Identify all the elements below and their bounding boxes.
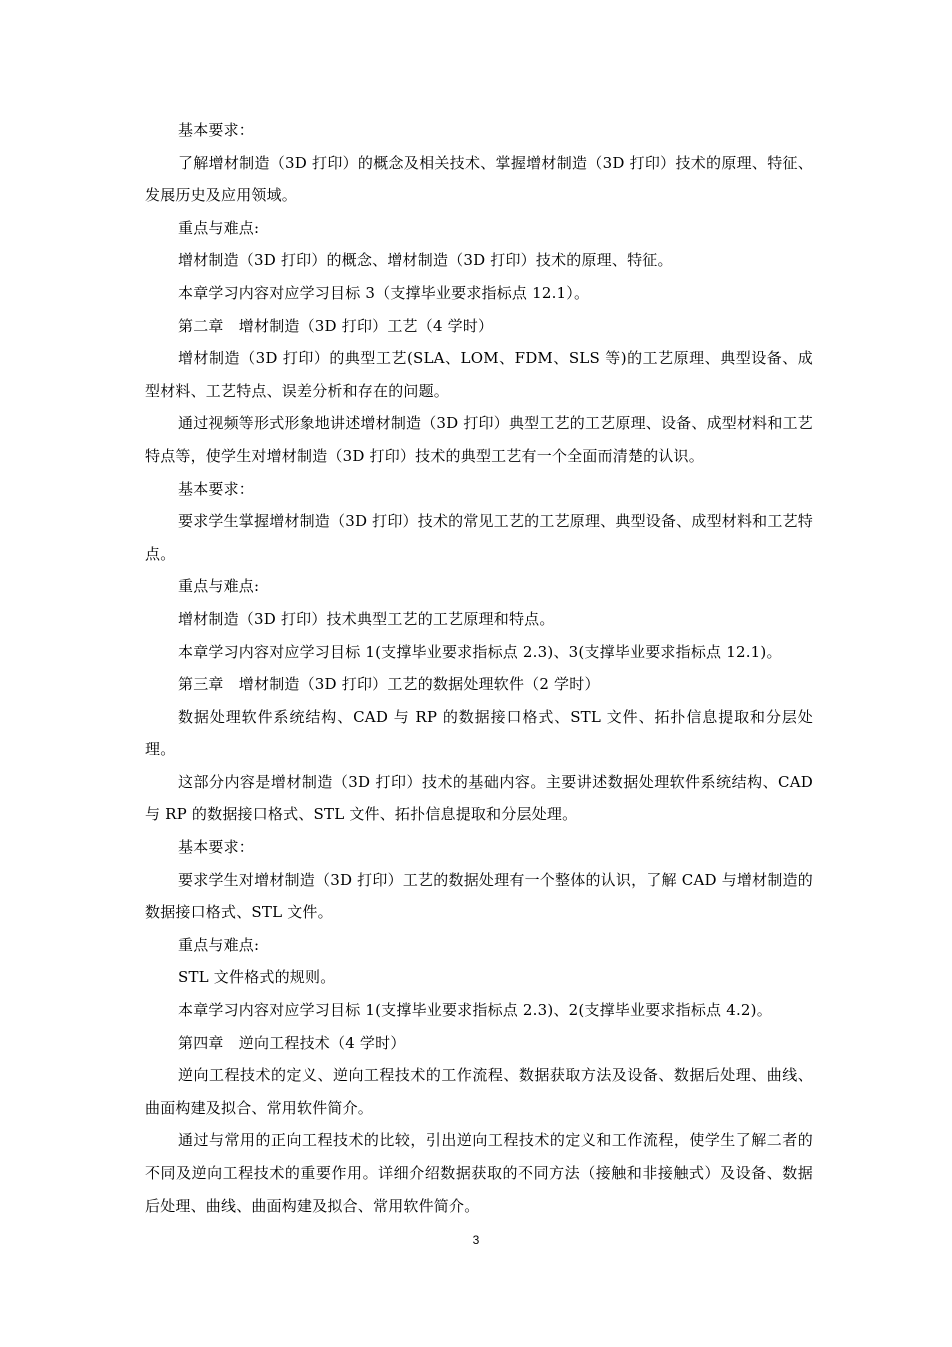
page-number: 3	[472, 1233, 480, 1247]
paragraph-chapter-4-teaching: 通过与常用的正向工程技术的比较，引出逆向工程技术的定义和工作流程，使学生了解二者的不同及逆向工程技术的重要作用。详细介绍数据获取的不同方法（接触和非接触式）及设备、数据后处理、曲线、曲面构建及拟合、常用软件简介。	[145, 1131, 813, 1215]
paragraph-chapter-2-teaching: 通过视频等形式形象地讲述增材制造（3D 打印）典型工艺的工艺原理、设备、成型材料和工艺特点等，使学生对增材制造（3D 打印）技术的典型工艺有一个全面而清楚的认识。	[145, 414, 813, 465]
paragraph-chapter-3-teaching: 这部分内容是增材制造（3D 打印）技术的基础内容。主要讲述数据处理软件系统结构、CAD 与 RP 的数据接口格式、STL 文件、拓扑信息提取和分层处理。	[145, 772, 813, 824]
paragraph-key-points-1: 重点与难点:	[178, 218, 260, 237]
paragraph-basic-requirements-1: 基本要求：	[178, 121, 255, 139]
chapter-4-heading: 第四章 逆向工程技术（4 学时）	[178, 1033, 406, 1052]
paragraph-key-points-2: 重点与难点:	[178, 577, 260, 596]
paragraph-learning-objective-3: 本章学习内容对应学习目标 1(支撑毕业要求指标点 2.3)、2(支撑毕业要求指标点 4.2)。	[178, 1001, 772, 1020]
paragraph-key-points-text-3: STL 文件格式的规则。	[178, 968, 336, 987]
paragraph-key-points-text-2: 增材制造（3D 打印）技术典型工艺的工艺原理和特点。	[178, 609, 555, 628]
paragraph-basic-requirements-2: 基本要求：	[178, 479, 255, 498]
paragraph-chapter-3-content: 数据处理软件系统结构、CAD 与 RP 的数据接口格式、STL 文件、拓扑信息提取和分层处理。	[145, 707, 813, 759]
chapter-3-heading: 第三章 增材制造（3D 打印）工艺的数据处理软件（2 学时）	[178, 675, 600, 694]
paragraph-learning-objective-1: 本章学习内容对应学习目标 3（支撑毕业要求指标点 12.1）。	[178, 283, 590, 302]
paragraph-requirement-text-3: 要求学生对增材制造（3D 打印）工艺的数据处理有一个整体的认识，了解 CAD 与增材制造的数据接口格式、STL 文件。	[145, 870, 813, 922]
document-body	[145, 114, 813, 1222]
paragraph-learning-objective-2: 本章学习内容对应学习目标 1(支撑毕业要求指标点 2.3)、3(支撑毕业要求指标点 12.1)。	[178, 642, 782, 661]
paragraph-chapter-4-content: 逆向工程技术的定义、逆向工程技术的工作流程、数据获取方法及设备、数据后处理、曲线、曲面构建及拟合、常用软件简介。	[145, 1066, 813, 1117]
paragraph-key-points-text-1: 增材制造（3D 打印）的概念、增材制造（3D 打印）技术的原理、特征。	[178, 251, 673, 270]
chapter-2-heading: 第二章 增材制造（3D 打印）工艺（4 学时）	[178, 316, 494, 335]
paragraph-basic-requirements-3: 基本要求：	[178, 838, 255, 857]
paragraph-key-points-3: 重点与难点:	[178, 935, 260, 954]
paragraph-requirement-text-2: 要求学生掌握增材制造（3D 打印）技术的常见工艺的工艺原理、典型设备、成型材料和工艺特点。	[145, 512, 813, 563]
paragraph-chapter-2-content: 增材制造（3D 打印）的典型工艺(SLA、LOM、FDM、SLS 等)的工艺原理、典型设备、成型材料、工艺特点、误差分析和存在的问题。	[145, 349, 813, 400]
paragraph-requirement-text-1: 了解增材制造（3D 打印）的概念及相关技术、掌握增材制造（3D 打印）技术的原理、特征、发展历史及应用领域。	[145, 153, 813, 205]
